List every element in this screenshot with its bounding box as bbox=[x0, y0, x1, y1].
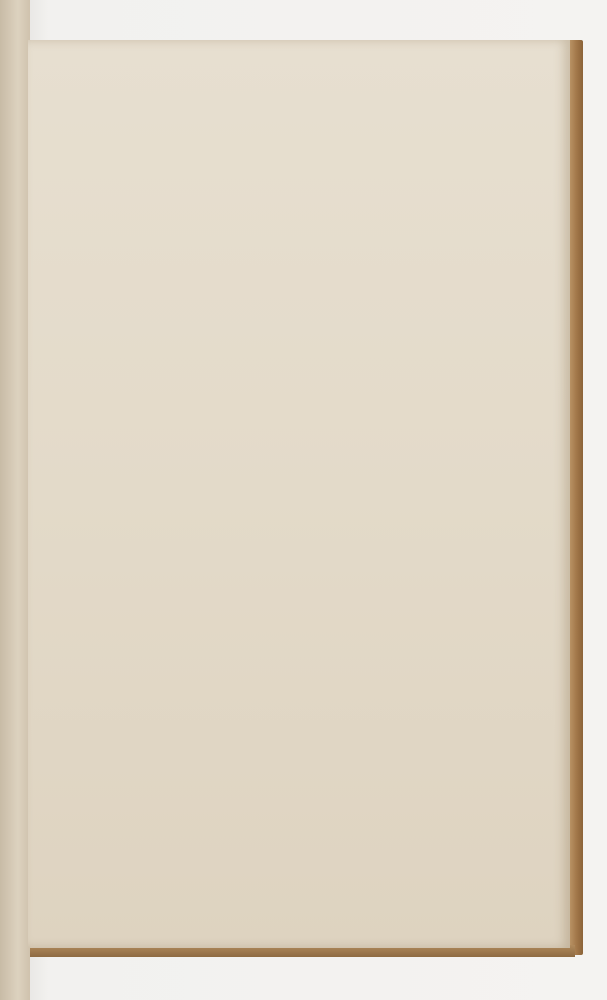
book-page bbox=[28, 40, 570, 948]
left-page-edge bbox=[0, 0, 30, 1000]
